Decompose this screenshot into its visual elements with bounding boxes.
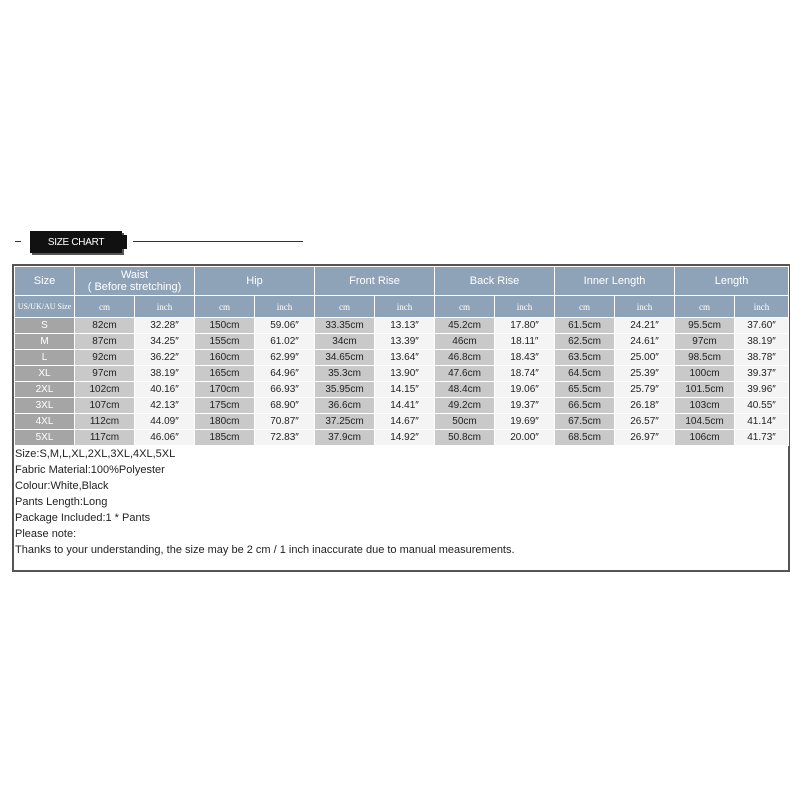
note-colour: Colour:White,Black: [15, 480, 109, 492]
header-waist: Waist ( Before stretching): [75, 267, 195, 296]
cm-cell: 87cm: [75, 334, 135, 350]
unit-inch: inch: [615, 296, 675, 318]
inch-cell: 24.61″: [615, 334, 675, 350]
header-hip: Hip: [195, 267, 315, 296]
inch-cell: 38.78″: [735, 350, 789, 366]
inch-cell: 13.39″: [375, 334, 435, 350]
cm-cell: 46cm: [435, 334, 495, 350]
inch-cell: 70.87″: [255, 414, 315, 430]
header-length: Length: [675, 267, 789, 296]
cm-cell: 36.6cm: [315, 398, 375, 414]
inch-cell: 38.19″: [735, 334, 789, 350]
size-cell: S: [15, 318, 75, 334]
cm-cell: 67.5cm: [555, 414, 615, 430]
cm-cell: 49.2cm: [435, 398, 495, 414]
inch-cell: 44.09″: [135, 414, 195, 430]
cm-cell: 33.35cm: [315, 318, 375, 334]
inch-cell: 18.74″: [495, 366, 555, 382]
inch-cell: 26.97″: [615, 430, 675, 446]
size-cell: L: [15, 350, 75, 366]
banner-tail: [121, 235, 127, 249]
table-row: [15, 398, 789, 414]
unit-cm: cm: [75, 296, 135, 318]
size-table: [14, 266, 789, 446]
inch-cell: 25.00″: [615, 350, 675, 366]
inch-cell: 17.80″: [495, 318, 555, 334]
inch-cell: 25.79″: [615, 382, 675, 398]
header-rule-right: [133, 241, 303, 242]
cm-cell: 95.5cm: [675, 318, 735, 334]
inch-cell: 13.64″: [375, 350, 435, 366]
unit-cm: cm: [675, 296, 735, 318]
cm-cell: 45.2cm: [435, 318, 495, 334]
inch-cell: 24.21″: [615, 318, 675, 334]
table-row: [15, 350, 789, 366]
inch-cell: 13.90″: [375, 366, 435, 382]
inch-cell: 46.06″: [135, 430, 195, 446]
note-package: Package Included:1 * Pants: [15, 512, 151, 524]
note-pants-length: Pants Length:Long: [15, 496, 108, 508]
unit-cm: cm: [435, 296, 495, 318]
header-back-rise: Back Rise: [435, 267, 555, 296]
size-chart-banner: SIZE CHART: [30, 231, 122, 253]
cm-cell: 46.8cm: [435, 350, 495, 366]
table-row: [15, 334, 789, 350]
cm-cell: 82cm: [75, 318, 135, 334]
inch-cell: 37.60″: [735, 318, 789, 334]
size-cell: 2XL: [15, 382, 75, 398]
cm-cell: 65.5cm: [555, 382, 615, 398]
inch-cell: 19.37″: [495, 398, 555, 414]
note-fabric: Fabric Material:100%Polyester: [15, 464, 165, 476]
cm-cell: 97cm: [75, 366, 135, 382]
cm-cell: 155cm: [195, 334, 255, 350]
inch-cell: 39.37″: [735, 366, 789, 382]
inch-cell: 14.41″: [375, 398, 435, 414]
cm-cell: 98.5cm: [675, 350, 735, 366]
inch-cell: 19.06″: [495, 382, 555, 398]
cm-cell: 180cm: [195, 414, 255, 430]
cm-cell: 106cm: [675, 430, 735, 446]
table-body: [15, 318, 789, 446]
table-row: [15, 318, 789, 334]
cm-cell: 165cm: [195, 366, 255, 382]
cm-cell: 101.5cm: [675, 382, 735, 398]
cm-cell: 64.5cm: [555, 366, 615, 382]
inch-cell: 18.43″: [495, 350, 555, 366]
cm-cell: 62.5cm: [555, 334, 615, 350]
size-chart-panel: [12, 264, 790, 572]
unit-inch: inch: [495, 296, 555, 318]
inch-cell: 38.19″: [135, 366, 195, 382]
inch-cell: 40.16″: [135, 382, 195, 398]
inch-cell: 41.14″: [735, 414, 789, 430]
cm-cell: 102cm: [75, 382, 135, 398]
inch-cell: 62.99″: [255, 350, 315, 366]
inch-cell: 19.69″: [495, 414, 555, 430]
cm-cell: 50.8cm: [435, 430, 495, 446]
size-cell: 4XL: [15, 414, 75, 430]
inch-cell: 20.00″: [495, 430, 555, 446]
table-row: [15, 430, 789, 446]
cm-cell: 61.5cm: [555, 318, 615, 334]
cm-cell: 48.4cm: [435, 382, 495, 398]
inch-cell: 26.18″: [615, 398, 675, 414]
cm-cell: 103cm: [675, 398, 735, 414]
inch-cell: 13.13″: [375, 318, 435, 334]
unit-cm: cm: [555, 296, 615, 318]
unit-inch: inch: [135, 296, 195, 318]
size-cell: XL: [15, 366, 75, 382]
header-size: Size: [15, 267, 75, 296]
size-cell: 3XL: [15, 398, 75, 414]
inch-cell: 41.73″: [735, 430, 789, 446]
inch-cell: 25.39″: [615, 366, 675, 382]
note-disclaimer: Thanks to your understanding, the size may be 2 cm / 1 inch inaccurate due to manual measurements.: [15, 544, 515, 556]
cm-cell: 107cm: [75, 398, 135, 414]
inch-cell: 14.15″: [375, 382, 435, 398]
inch-cell: 64.96″: [255, 366, 315, 382]
cm-cell: 175cm: [195, 398, 255, 414]
inch-cell: 42.13″: [135, 398, 195, 414]
cm-cell: 37.25cm: [315, 414, 375, 430]
inch-cell: 66.93″: [255, 382, 315, 398]
unit-inch: inch: [375, 296, 435, 318]
inch-cell: 39.96″: [735, 382, 789, 398]
inch-cell: 14.92″: [375, 430, 435, 446]
cm-cell: 35.3cm: [315, 366, 375, 382]
table-row: [15, 382, 789, 398]
cm-cell: 185cm: [195, 430, 255, 446]
inch-cell: 18.11″: [495, 334, 555, 350]
header-row-units: [15, 296, 789, 318]
inch-cell: 68.90″: [255, 398, 315, 414]
cm-cell: 97cm: [675, 334, 735, 350]
cm-cell: 37.9cm: [315, 430, 375, 446]
cm-cell: 63.5cm: [555, 350, 615, 366]
cm-cell: 34.65cm: [315, 350, 375, 366]
cm-cell: 117cm: [75, 430, 135, 446]
cm-cell: 92cm: [75, 350, 135, 366]
cm-cell: 104.5cm: [675, 414, 735, 430]
cm-cell: 35.95cm: [315, 382, 375, 398]
header-us-uk-au-size: US/UK/AU Size: [15, 296, 75, 318]
table-row: [15, 366, 789, 382]
inch-cell: 26.57″: [615, 414, 675, 430]
inch-cell: 14.67″: [375, 414, 435, 430]
cm-cell: 66.5cm: [555, 398, 615, 414]
unit-inch: inch: [735, 296, 789, 318]
size-cell: M: [15, 334, 75, 350]
unit-cm: cm: [195, 296, 255, 318]
table-row: [15, 414, 789, 430]
cm-cell: 50cm: [435, 414, 495, 430]
note-please-note: Please note:: [15, 528, 77, 540]
inch-cell: 59.06″: [255, 318, 315, 334]
inch-cell: 32.28″: [135, 318, 195, 334]
unit-cm: cm: [315, 296, 375, 318]
unit-inch: inch: [255, 296, 315, 318]
cm-cell: 100cm: [675, 366, 735, 382]
inch-cell: 34.25″: [135, 334, 195, 350]
header-rule-left: [15, 241, 21, 242]
note-sizes: Size:S,M,L,XL,2XL,3XL,4XL,5XL: [15, 448, 176, 460]
header-row-measurements: [15, 267, 789, 296]
product-notes: [15, 446, 515, 558]
inch-cell: 36.22″: [135, 350, 195, 366]
size-cell: 5XL: [15, 430, 75, 446]
header-front-rise: Front Rise: [315, 267, 435, 296]
cm-cell: 160cm: [195, 350, 255, 366]
cm-cell: 68.5cm: [555, 430, 615, 446]
inch-cell: 72.83″: [255, 430, 315, 446]
inch-cell: 61.02″: [255, 334, 315, 350]
header-inner-length: Inner Length: [555, 267, 675, 296]
cm-cell: 34cm: [315, 334, 375, 350]
cm-cell: 47.6cm: [435, 366, 495, 382]
cm-cell: 150cm: [195, 318, 255, 334]
inch-cell: 40.55″: [735, 398, 789, 414]
cm-cell: 112cm: [75, 414, 135, 430]
cm-cell: 170cm: [195, 382, 255, 398]
